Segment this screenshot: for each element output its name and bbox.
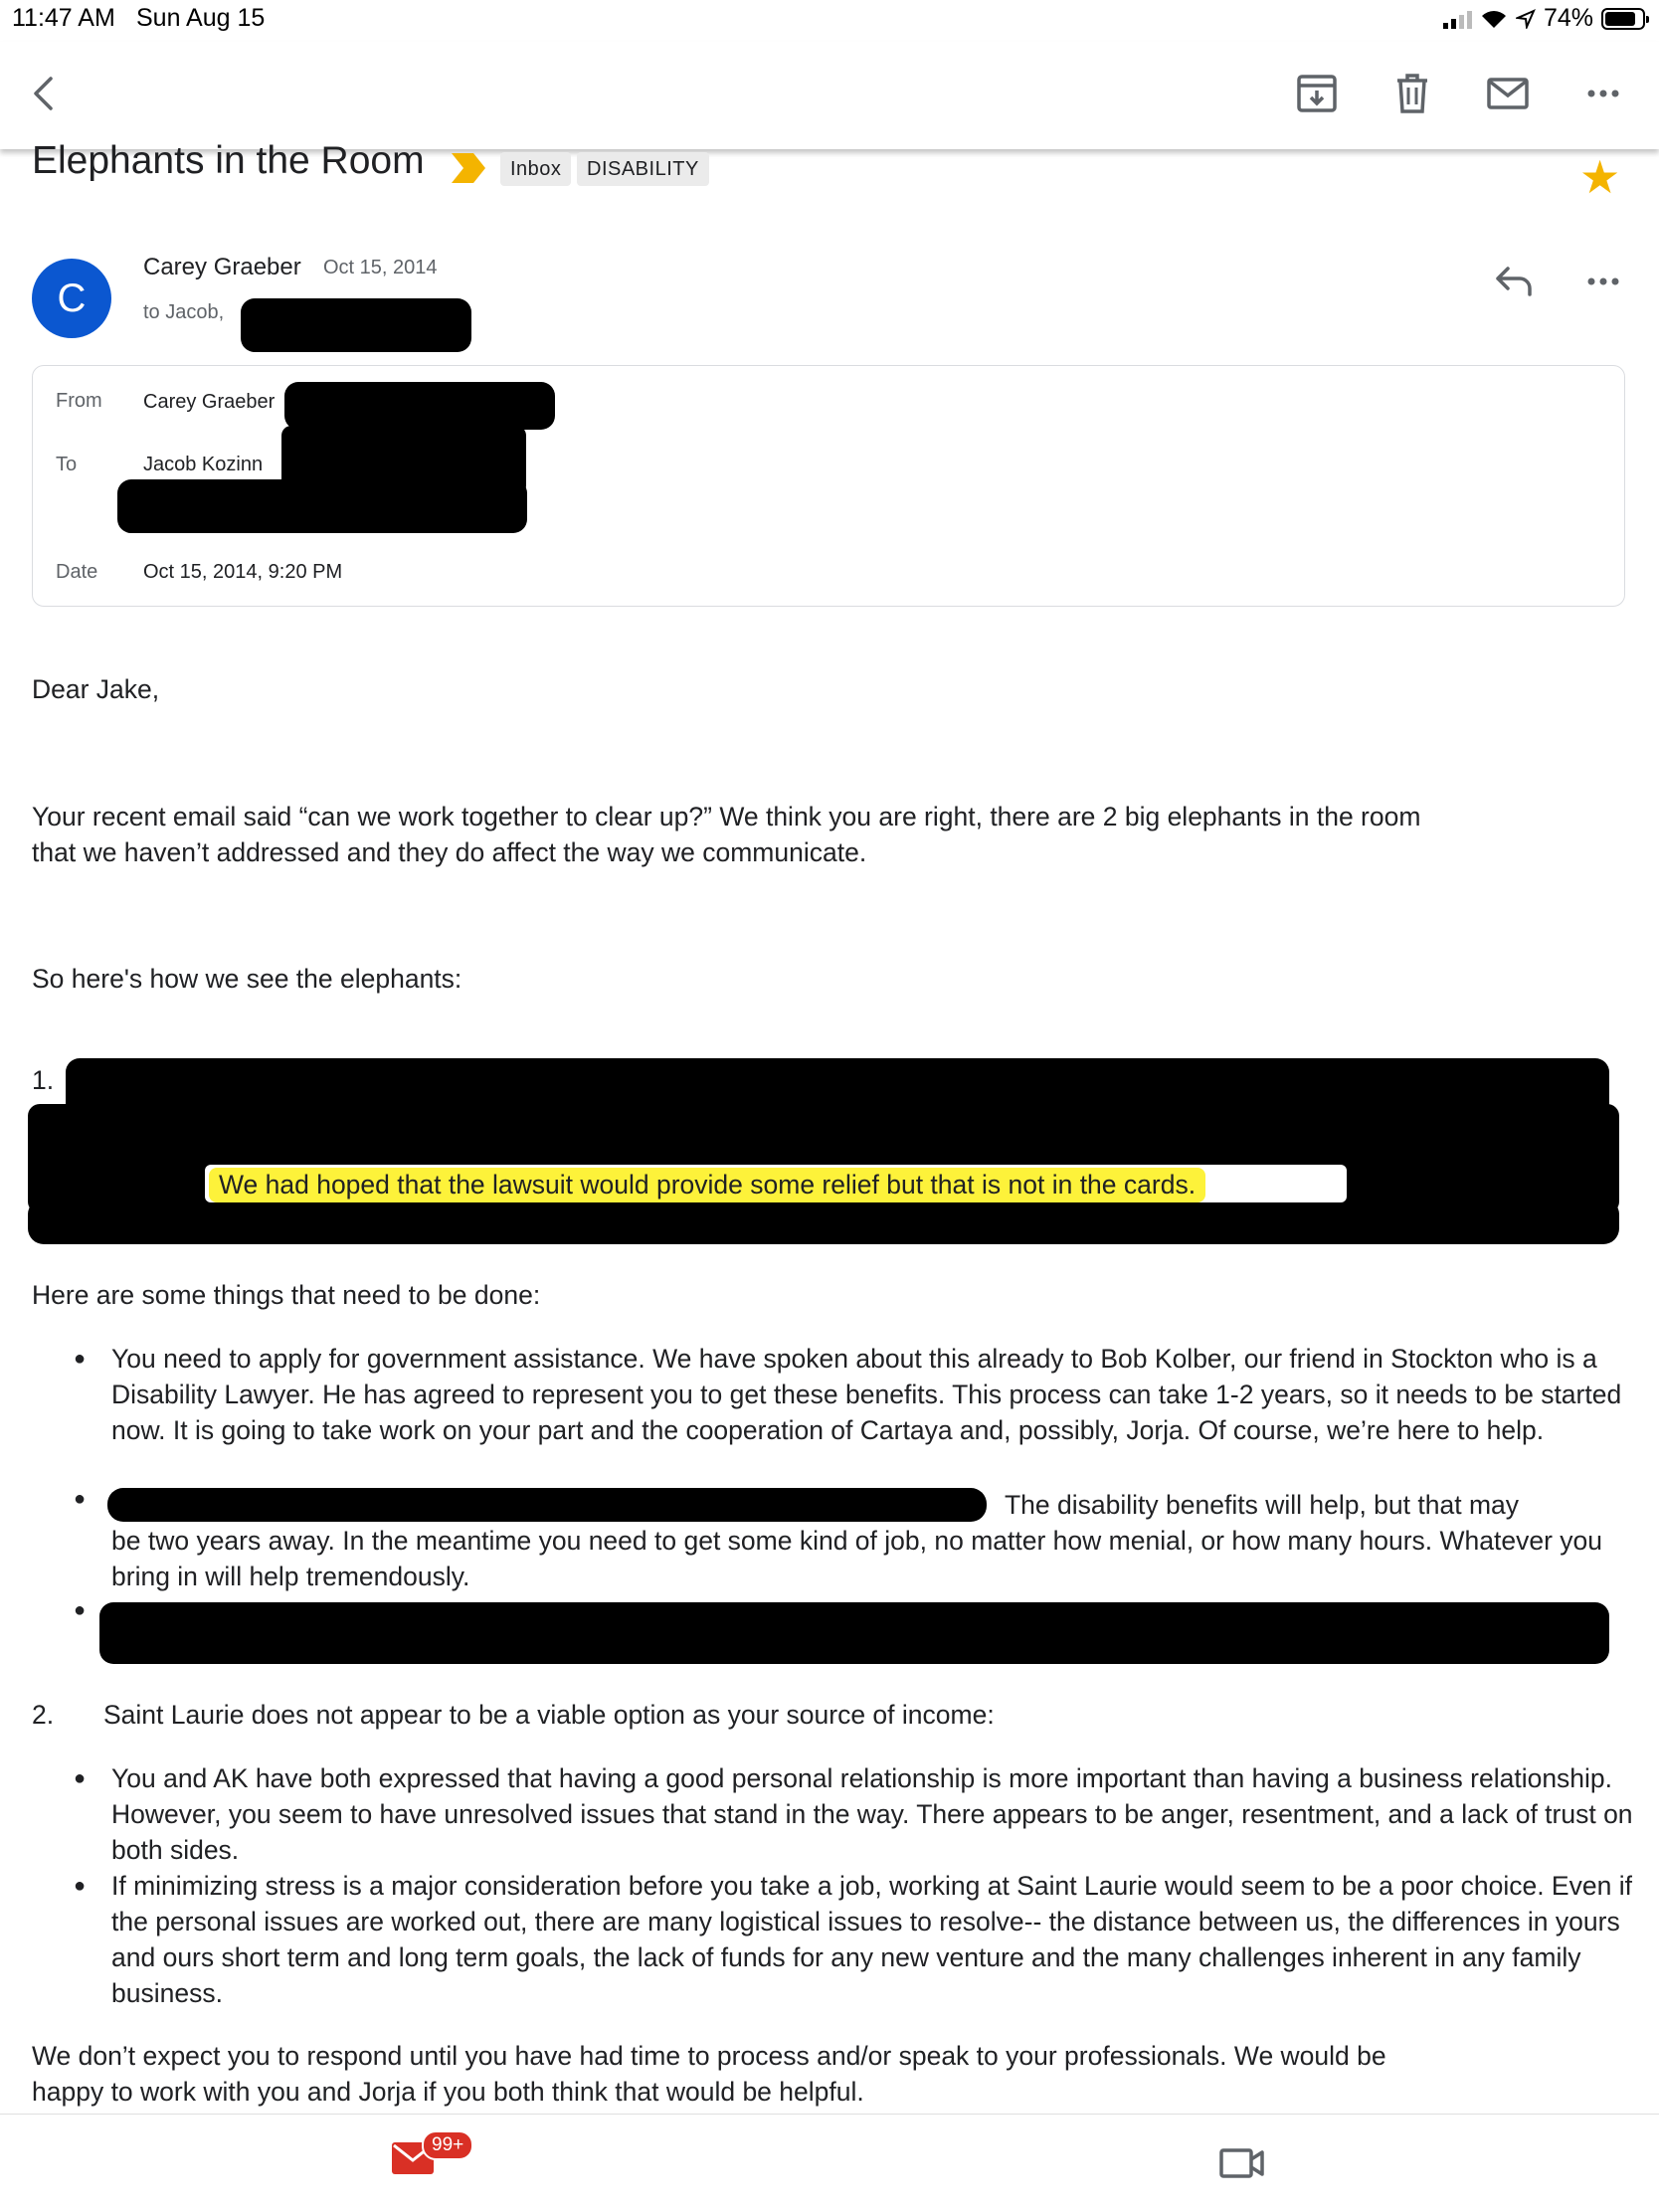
greeting: Dear Jake,	[32, 674, 160, 704]
unread-count-badge: 99+	[422, 2130, 473, 2160]
redaction	[28, 1198, 1619, 1244]
wifi-icon	[1480, 8, 1508, 30]
trash-icon[interactable]	[1386, 68, 1438, 119]
body-line: that we haven’t addressed and they do affect the way we communicate.	[32, 837, 867, 867]
to-key: To	[56, 454, 78, 475]
bottom-bar-divider	[0, 2114, 1659, 2115]
list-number: 2.	[32, 1700, 55, 1730]
sender-date: Oct 15, 2014	[323, 257, 438, 278]
body-paragraph: So here's how we see the elephants:	[32, 964, 462, 994]
status-indicators	[1443, 4, 1645, 33]
action-list	[32, 1341, 1633, 1448]
date-key: Date	[56, 561, 98, 583]
star-icon[interactable]: ★	[1579, 151, 1621, 203]
mark-unread-icon[interactable]	[1482, 68, 1534, 119]
bullet-icon: ●	[74, 1599, 87, 1621]
body-line: happy to work with you and Jorja if you both think that would be helpful.	[32, 2077, 864, 2107]
redaction	[284, 382, 555, 430]
recipients-preview[interactable]: to Jacob,	[143, 301, 225, 323]
section-heading: Saint Laurie does not appear to be a viable option as your source of income:	[103, 1700, 995, 1730]
redaction	[99, 1602, 1609, 1664]
label-disability[interactable]: DISABILITY	[577, 152, 709, 186]
email-subject: Elephants in the Room	[32, 139, 425, 182]
body-line: We don’t expect you to respond until you have had time to process and/or speak to your professionals. We would be	[32, 2041, 1386, 2071]
bullet-icon: ●	[74, 1488, 87, 1510]
highlighted-text: We had hoped that the lawsuit would provide some relief but that is not in the cards.	[209, 1168, 1205, 1202]
avatar[interactable]: C	[32, 259, 111, 338]
label-inbox[interactable]: Inbox	[500, 152, 571, 186]
important-marker-icon[interactable]	[450, 151, 487, 185]
message-more-icon[interactable]	[1583, 269, 1623, 294]
back-icon[interactable]	[20, 68, 72, 119]
from-value: Carey Graeber	[143, 391, 276, 413]
list-item: ● You and AK have both expressed that having a good personal relationship is more important than having a business relationship. However, you seem to have unresolved issues that stand in the way. There appears to be anger, resentment, and a lack of trust on both sides.	[32, 1760, 1633, 1868]
from-key: From	[56, 390, 102, 412]
concerns-list	[32, 1760, 1633, 2011]
list-item: be two years away. In the meantime you need to get some kind of job, no matter how menial, or how many hours. Whatever you bring in will help tremendously.	[111, 1526, 1602, 1591]
archive-icon[interactable]	[1291, 68, 1343, 119]
cellular-signal-icon	[1443, 9, 1472, 29]
redaction	[117, 479, 527, 533]
list-number: 1.	[32, 1065, 55, 1095]
body-line: Your recent email said “can we work together to clear up?” We think you are right, there are 2 big elephants in the room	[32, 802, 1421, 831]
date-value: Oct 15, 2014, 9:20 PM	[143, 561, 343, 583]
redaction	[241, 298, 471, 352]
list-item: ● You need to apply for government assistance. We have spoken about this already to Bob Kolber, our friend in Stockton who is a Disability Lawyer. He has agreed to represent you to get these benefits. This process can take 1-2 years, so it needs to be started now. It is going to take work on your part and the cooperation of Cartaya and, possibly, Jorja. Of course, we’re here to help.	[32, 1341, 1633, 1448]
status-time: 11:47 AM	[12, 4, 115, 32]
list-item: ● If minimizing stress is a major consideration before you take a job, working at Saint Laurie would seem to be a poor choice. Even if the personal issues are worked out, there are many logistical issues to resolve-- the distance between us, the differences in yours and ours short term and long term goals, the lack of funds for any new venture and the many challenges inherent in any family business.	[32, 1868, 1633, 2011]
redaction	[107, 1488, 987, 1522]
status-date: Sun Aug 15	[136, 4, 266, 32]
battery-percent: 74%	[1543, 4, 1593, 32]
list-item: The disability benefits will help, but that may	[1005, 1490, 1520, 1520]
battery-icon	[1601, 8, 1645, 30]
to-value: Jacob Kozinn	[143, 454, 264, 475]
reply-icon[interactable]	[1494, 265, 1534, 298]
more-icon[interactable]	[1577, 68, 1629, 119]
body-paragraph: Here are some things that need to be done:	[32, 1280, 541, 1310]
location-icon	[1516, 9, 1536, 29]
toolbar	[0, 42, 1659, 149]
video-icon[interactable]	[1219, 2146, 1265, 2180]
sender-name: Carey Graeber	[143, 254, 301, 280]
